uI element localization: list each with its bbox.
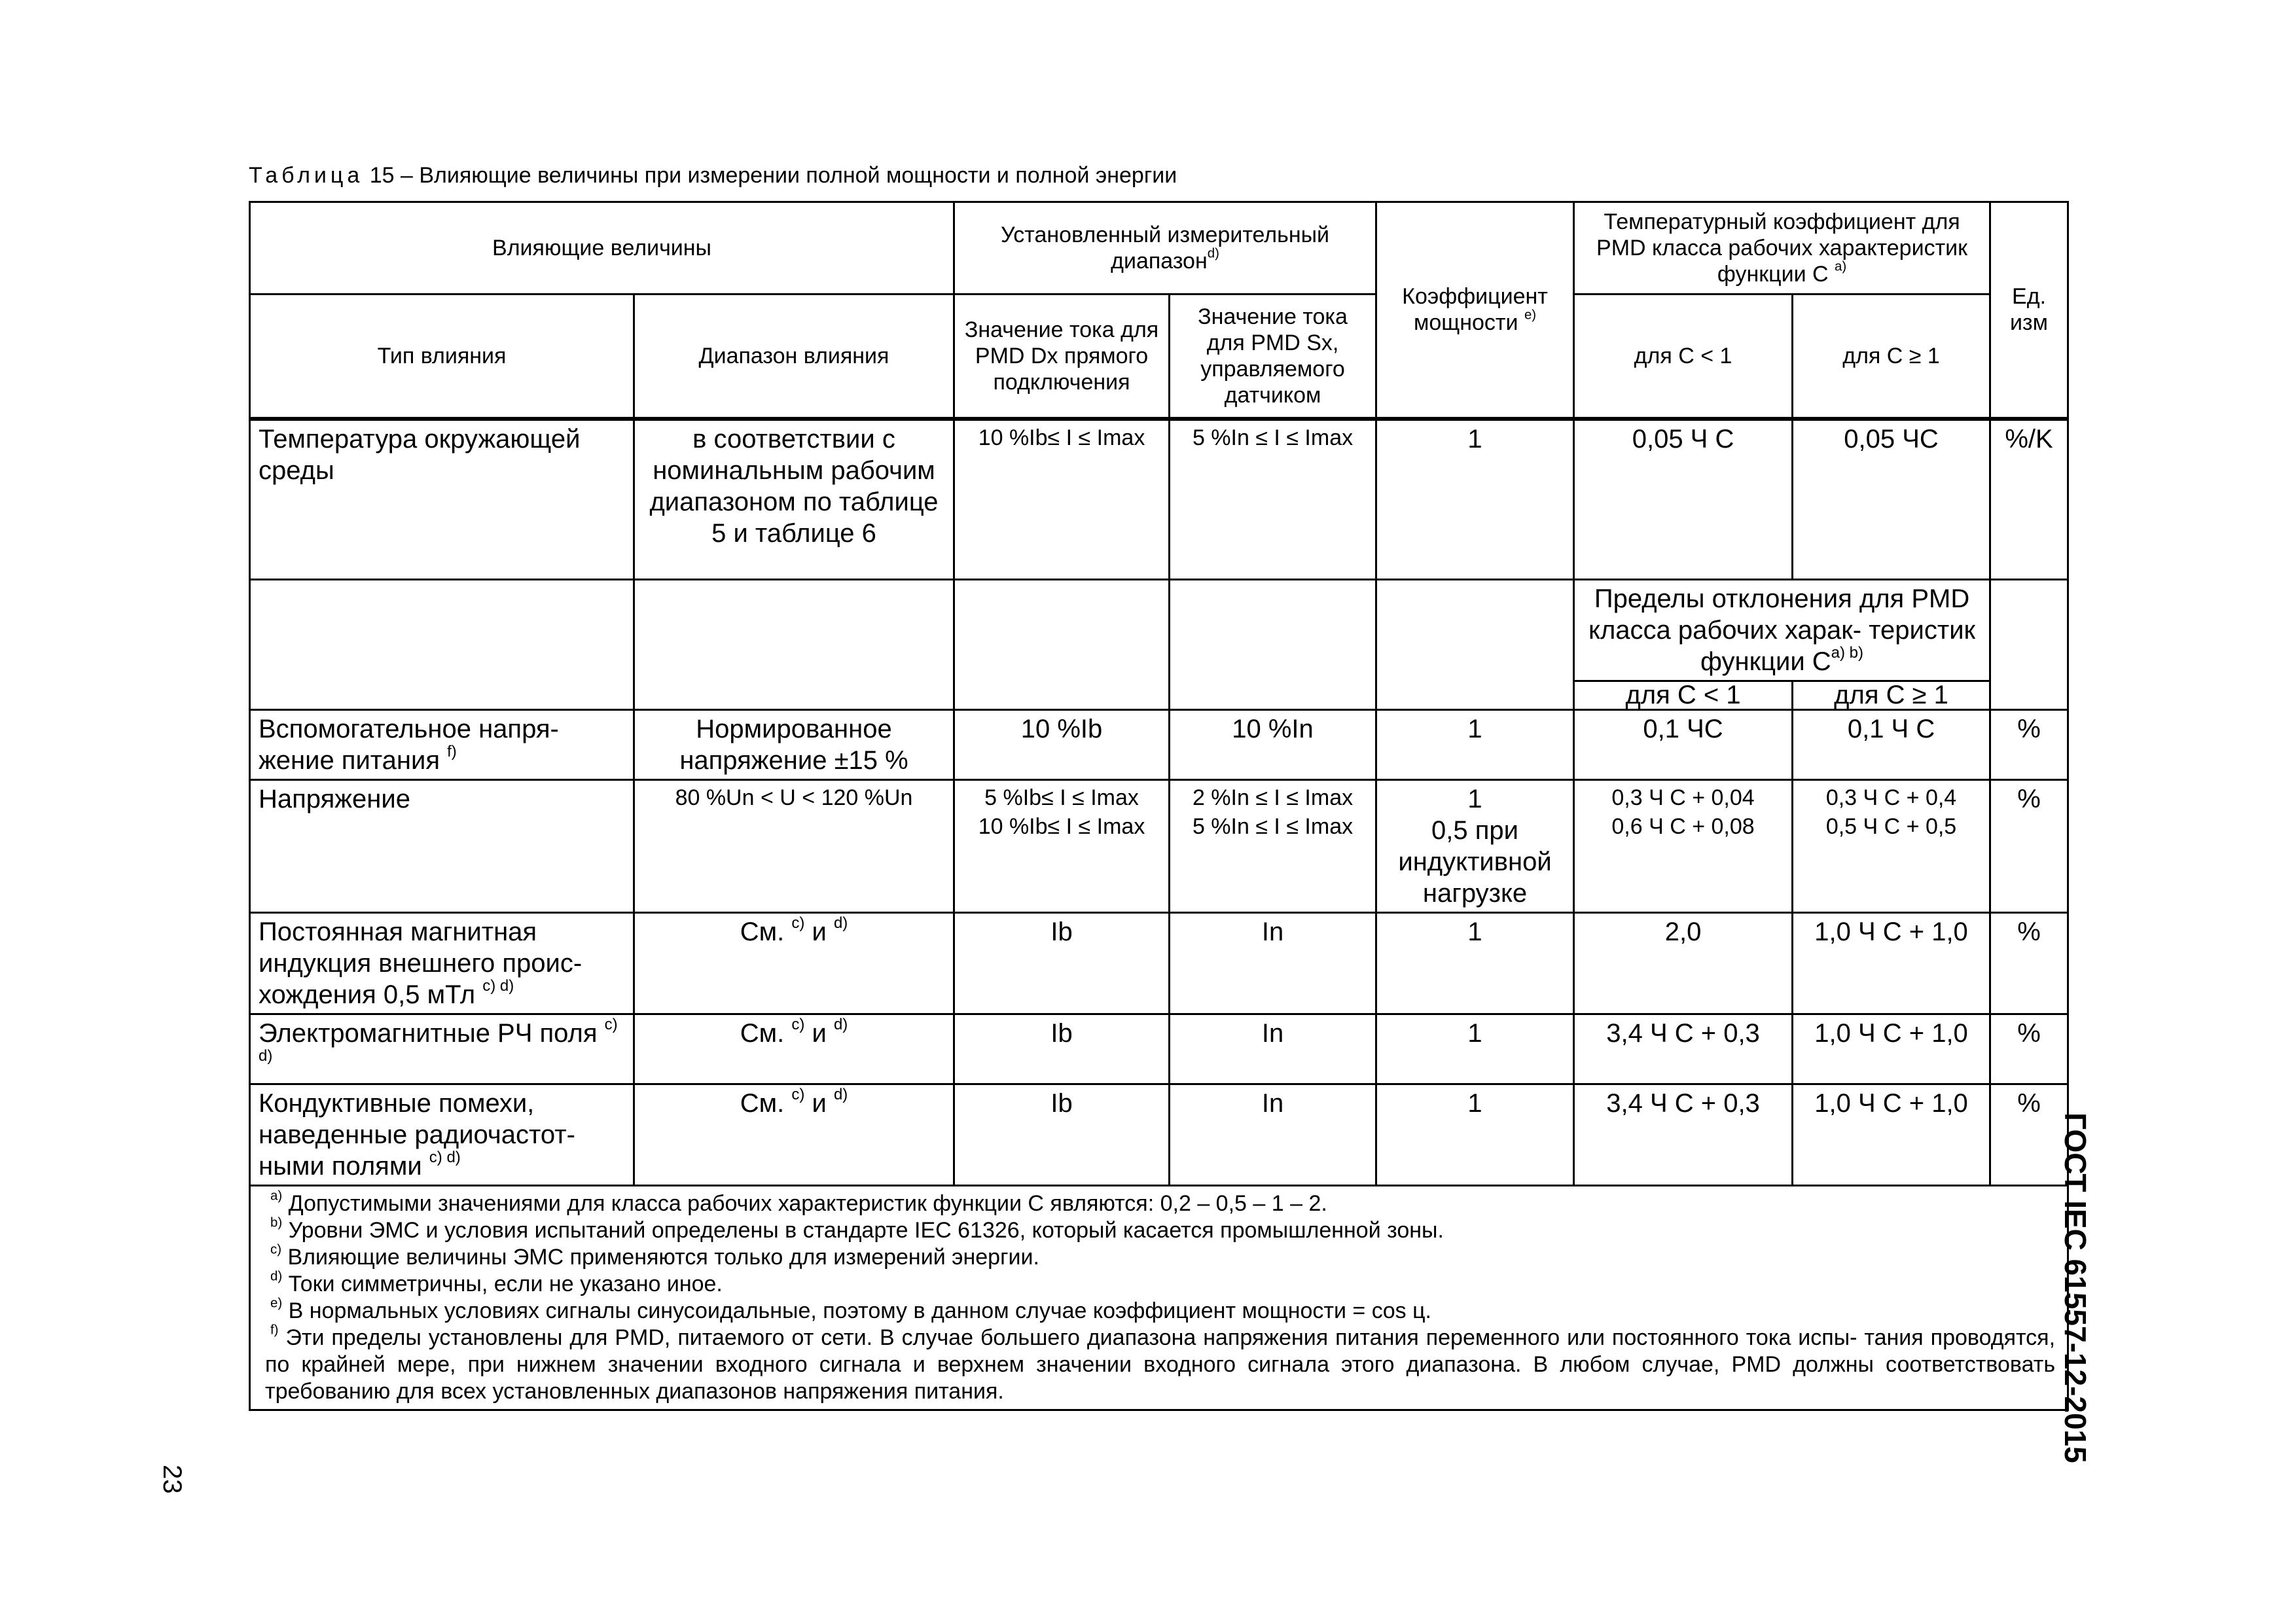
cell-range: См. $^{c)}$ и $^{d)}$ [634, 1084, 954, 1186]
table-row [250, 419, 2068, 580]
note-e: $^{e)}$ В нормальных условиях сигналы синусоидальные, поэтому в данном случае коэффициент мощности = cos ц. [270, 1296, 1431, 1323]
cell-range: Нормированное напряжение ±15 % [634, 710, 954, 780]
caption-prefix: Таблица [249, 163, 364, 188]
cell-pf: 1 [1376, 1014, 1574, 1084]
cell-unit: %/K [1990, 419, 2068, 580]
cell-c-lt: 0,05 Ч C [1574, 419, 1793, 580]
header-power-factor: Коэффициент мощности $^{e)}$ [1376, 202, 1574, 419]
cell-unit: % [1990, 1084, 2068, 1186]
note-d: $^{d)}$ Токи симметричны, если не указано иное. [270, 1269, 723, 1296]
note-f: $^{f)}$ Эти пределы установлены для PMD, питаемого от сети. В случае большего диапазона напряжения питания переменного или постоянного тока испы- тания проводятся, по крайней мере, при нижнем значении входного сигнала и верхнем значении входного сигнала этого диапазона. В любом случае, PMD должны соответствовать требованию для всех установленных диапазонов напряжения питания. [265, 1323, 2056, 1404]
cell-c-lt: 2,0 [1574, 913, 1793, 1014]
cell-type: Электромагнитные РЧ поля $^{c) d)}$ [250, 1014, 634, 1084]
cell-type: Температура окружающей среды [250, 419, 634, 580]
cell-c-ge: 1,0 Ч C + 1,0 [1793, 1084, 1990, 1186]
table-caption [249, 162, 1177, 188]
empty-cell [1990, 580, 2068, 710]
cell-type: Напряжение [250, 780, 634, 913]
cell-c-ge: 0,3 Ч C + 0,4 0,5 Ч C + 0,5 [1793, 780, 1990, 913]
table-notes [250, 1186, 2068, 1410]
cell-sx: In [1170, 1084, 1376, 1186]
note-a: $^{a)}$ Допустимыми значениями для класса рабочих характеристик функции C являются: 0,2 – 0,5 – 1 – 2. [270, 1188, 1327, 1216]
caption-text: 15 – Влияющие величины при измерении полной мощности и полной энергии [363, 163, 1177, 188]
cell-c-lt: 0,3 Ч C + 0,04 0,6 Ч C + 0,08 [1574, 780, 1793, 913]
header-range-group: Установленный измерительный диапазон$^{d)}$ [954, 202, 1376, 294]
cell-c-ge: 0,1 Ч C [1793, 710, 1990, 780]
cell-dx: 10 %Ib≤ I ≤ Imax [954, 419, 1170, 580]
note-c: $^{c)}$ Влияющие величины ЭМС применяются только для измерений энергии. [270, 1242, 1039, 1270]
cell-type: Постоянная магнитная индукция внешнего проис- хождения 0,5 мТл $^{c) d)}$ [250, 913, 634, 1014]
cell-range: См. $^{c)}$ и $^{d)}$ [634, 913, 954, 1014]
header-influencing: Влияющие величины [250, 202, 954, 294]
table-row [250, 913, 2068, 1014]
header-type: Тип влияния [250, 294, 634, 419]
cell-c-lt: 3,4 Ч C + 0,3 [1574, 1014, 1793, 1084]
table-row [250, 710, 2068, 780]
cell-range: в соответствии с номинальным рабочим диапазоном по таблице 5 и таблице 6 [634, 419, 954, 580]
cell-c-ge: 1,0 Ч C + 1,0 [1793, 913, 1990, 1014]
cell-unit: % [1990, 913, 2068, 1014]
cell-range: 80 %Un < U < 120 %Un [634, 780, 954, 913]
standard-side-label: ГОСТ IEC 61557-12-2015 [2058, 1113, 2092, 1463]
page-number: 23 [158, 1465, 187, 1494]
cell-pf: 1 [1376, 710, 1574, 780]
cell-type: Кондуктивные помехи, наведенные радиочастот- ными полями $^{c) d)}$ [250, 1084, 634, 1186]
cell-range: См. $^{c)}$ и $^{d)}$ [634, 1014, 954, 1084]
cell-c-ge: 0,05 ЧC [1793, 419, 1990, 580]
cell-sx: 10 %In [1170, 710, 1376, 780]
cell-pf: 1 [1376, 1084, 1574, 1186]
cell-type: Вспомогательное напря- жение питания $^{f)}$ [250, 710, 634, 780]
header-dx: Значение тока для PMD Dx прямого подключения [954, 294, 1170, 419]
empty-cell [634, 580, 954, 710]
cell-c-lt: 3,4 Ч C + 0,3 [1574, 1084, 1793, 1186]
cell-dx: Ib [954, 1014, 1170, 1084]
header-range: Диапазон влияния [634, 294, 954, 419]
cell-dx: Ib [954, 1084, 1170, 1186]
cell-dx: 5 %Ib≤ I ≤ Imax 10 %Ib≤ I ≤ Imax [954, 780, 1170, 913]
table-row [250, 1014, 2068, 1084]
header-c-lt: для C < 1 [1574, 294, 1793, 419]
cell-dx: Ib [954, 913, 1170, 1014]
cell-sx: In [1170, 913, 1376, 1014]
empty-cell [954, 580, 1170, 710]
table-row [250, 1084, 2068, 1186]
cell-dx: 10 %Ib [954, 710, 1170, 780]
header-unit: Ед. изм [1990, 202, 2068, 419]
cell-pf: 1 [1376, 419, 1574, 580]
limits-header-title: Пределы отклонения для PMD класса рабочих харак- теристик функции $C^{a) b)}$ [1574, 580, 1990, 681]
cell-pf: 1 [1376, 913, 1574, 1014]
cell-unit: % [1990, 780, 2068, 913]
table-row [250, 780, 2068, 913]
influence-table [249, 201, 2069, 1411]
empty-cell [250, 580, 634, 710]
header-temp-coef: Температурный коэффициент для PMD класса рабочих характеристик функции C $^{a)}$ [1574, 202, 1990, 294]
limits-header-c-ge: для C ≥ 1 [1793, 681, 1990, 710]
cell-unit: % [1990, 1014, 2068, 1084]
header-c-ge: для C ≥ 1 [1793, 294, 1990, 419]
cell-sx: In [1170, 1014, 1376, 1084]
cell-pf: 1 0,5 при индуктивной нагрузке [1376, 780, 1574, 913]
cell-sx: 2 %In ≤ I ≤ Imax 5 %In ≤ I ≤ Imax [1170, 780, 1376, 913]
header-sx: Значение тока для PMD Sx, управляемого датчиком [1170, 294, 1376, 419]
cell-c-ge: 1,0 Ч C + 1,0 [1793, 1014, 1990, 1084]
empty-cell [1170, 580, 1376, 710]
note-b: $^{b)}$ Уровни ЭМС и условия испытаний определены в стандарте IEC 61326, который касается промышленной зоны. [270, 1215, 1444, 1243]
cell-unit: % [1990, 710, 2068, 780]
empty-cell [1376, 580, 1574, 710]
cell-c-lt: 0,1 ЧC [1574, 710, 1793, 780]
cell-sx: 5 %In ≤ I ≤ Imax [1170, 419, 1376, 580]
limits-header-c-lt: для C < 1 [1574, 681, 1793, 710]
